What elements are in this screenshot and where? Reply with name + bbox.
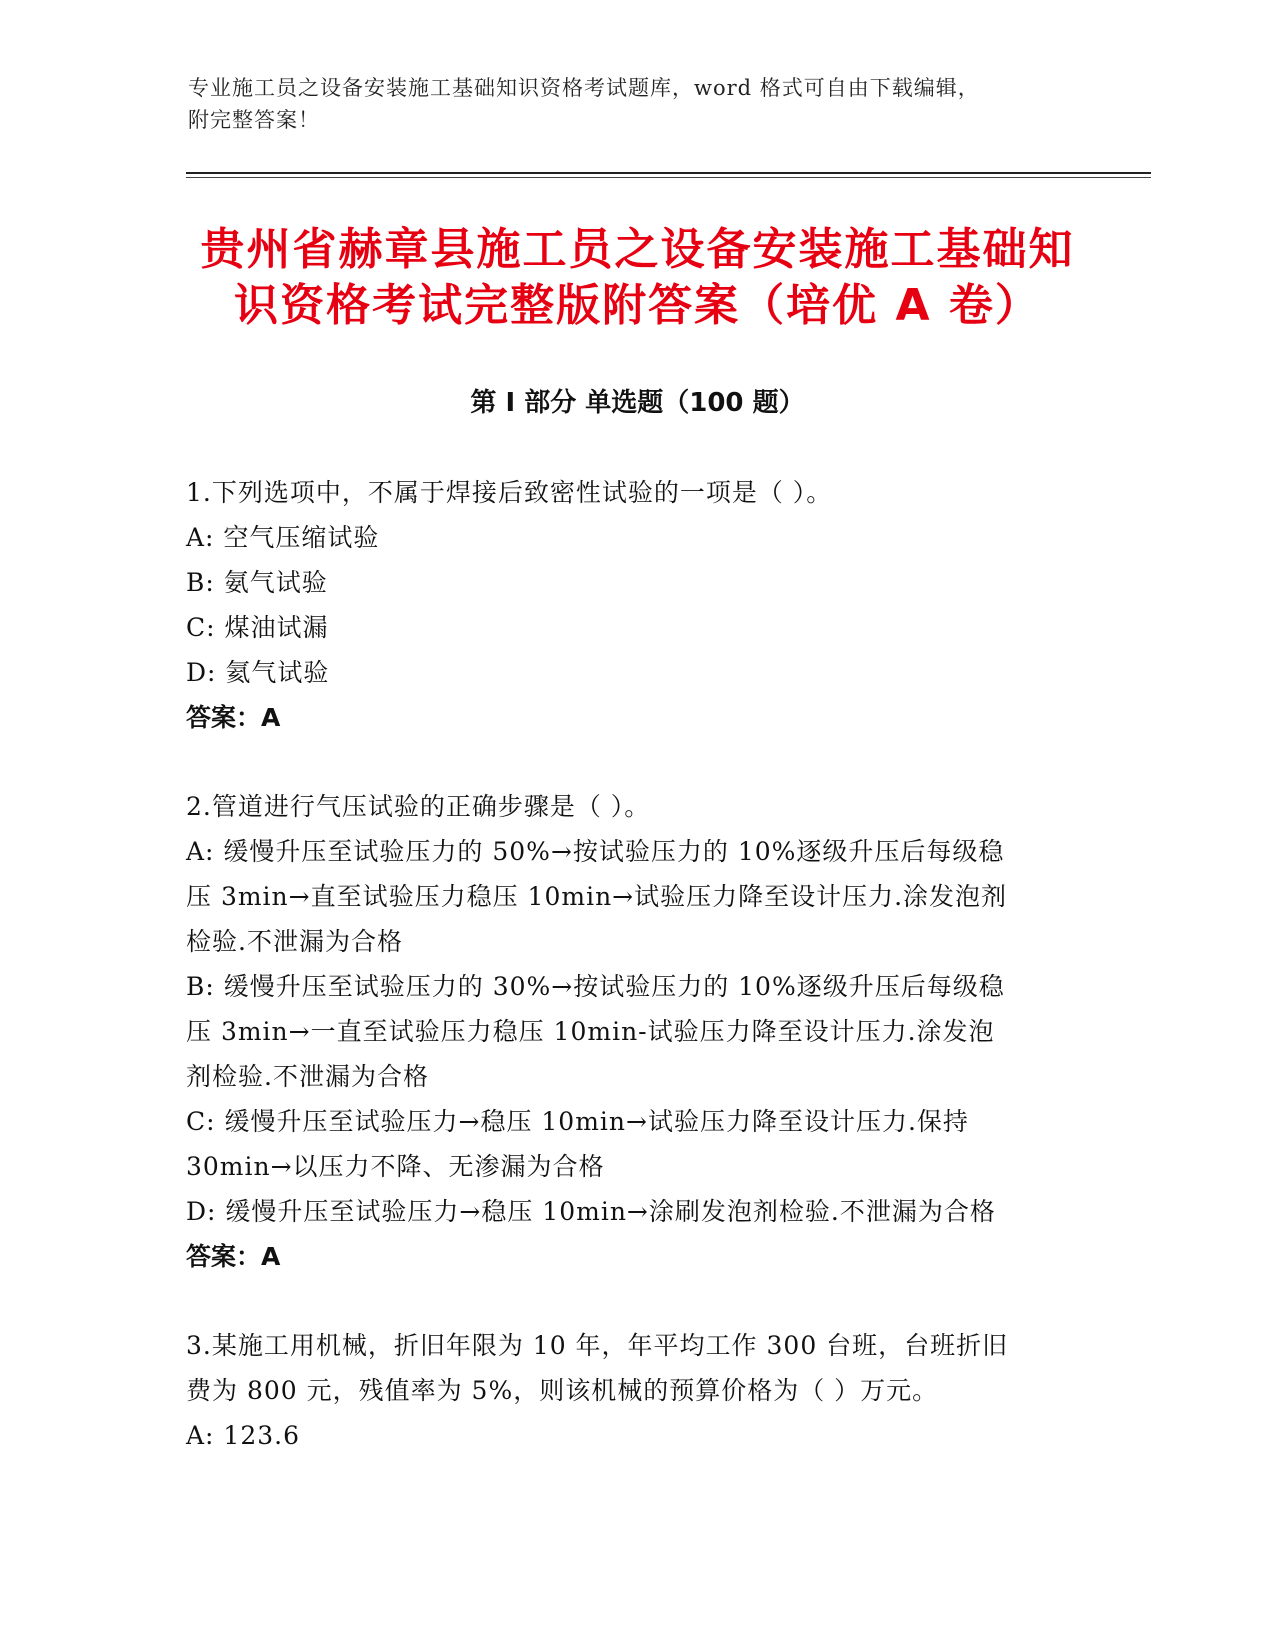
option-line: D: 缓慢升压至试验压力→稳压 10min→涂刷发泡剂检验.不泄漏为合格 <box>186 1197 996 1226</box>
document-title-line-2: 识资格考试完整版附答案（培优 A 卷） <box>234 280 1041 331</box>
document-title-line-1: 贵州省赫章县施工员之设备安装施工基础知 <box>200 224 1075 275</box>
option-line: A: 空气压缩试验 <box>186 523 380 552</box>
question-item <box>186 784 1086 1279</box>
question-stem-line: 费为 800 元，残值率为 5%，则该机械的预算价格为（ ）万元。 <box>186 1376 939 1405</box>
header-note <box>188 72 1088 136</box>
option-line: A: 123.6 <box>186 1421 300 1450</box>
option-line: C: 煤油试漏 <box>186 613 329 642</box>
header-divider-thick <box>186 172 1151 174</box>
option-line: 检验.不泄漏为合格 <box>186 927 403 956</box>
question-stem-line: 3.某施工用机械，折旧年限为 10 年，年平均工作 300 台班，台班折旧 <box>186 1331 1009 1360</box>
option-line: 压 3min→一直至试验压力稳压 10min-试验压力降至设计压力.涂发泡 <box>186 1017 995 1046</box>
document-title <box>120 222 1155 334</box>
question-item <box>186 1323 1086 1458</box>
header-note-line-2: 附完整答案！ <box>188 108 320 132</box>
question-item <box>186 470 1086 740</box>
question-stem-line: 2.管道进行气压试验的正确步骤是（ ）。 <box>186 792 651 821</box>
option-line: B: 缓慢升压至试验压力的 30%→按试验压力的 10%逐级升压后每级稳 <box>186 972 1005 1001</box>
header-note-line-1: 专业施工员之设备安装施工基础知识资格考试题库，word 格式可自由下载编辑， <box>188 76 980 100</box>
option-line: B: 氨气试验 <box>186 568 328 597</box>
option-line: 压 3min→直至试验压力稳压 10min→试验压力降至设计压力.涂发泡剂 <box>186 882 1008 911</box>
answer-line: 答案：A <box>186 1242 281 1271</box>
question-stem-line: 1.下列选项中，不属于焊接后致密性试验的一项是（ ）。 <box>186 478 833 507</box>
answer-line: 答案：A <box>186 703 281 732</box>
section-title: 第 I 部分 单选题（100 题） <box>470 388 805 418</box>
option-line: D: 氦气试验 <box>186 658 330 687</box>
option-line: A: 缓慢升压至试验压力的 50%→按试验压力的 10%逐级升压后每级稳 <box>186 837 1005 866</box>
option-line: C: 缓慢升压至试验压力→稳压 10min→试验压力降至设计压力.保持 <box>186 1107 969 1136</box>
header-divider-thin <box>186 177 1151 178</box>
option-line: 剂检验.不泄漏为合格 <box>186 1062 429 1091</box>
option-line: 30min→以压力不降、无渗漏为合格 <box>186 1152 605 1181</box>
question-list <box>186 470 1086 1502</box>
